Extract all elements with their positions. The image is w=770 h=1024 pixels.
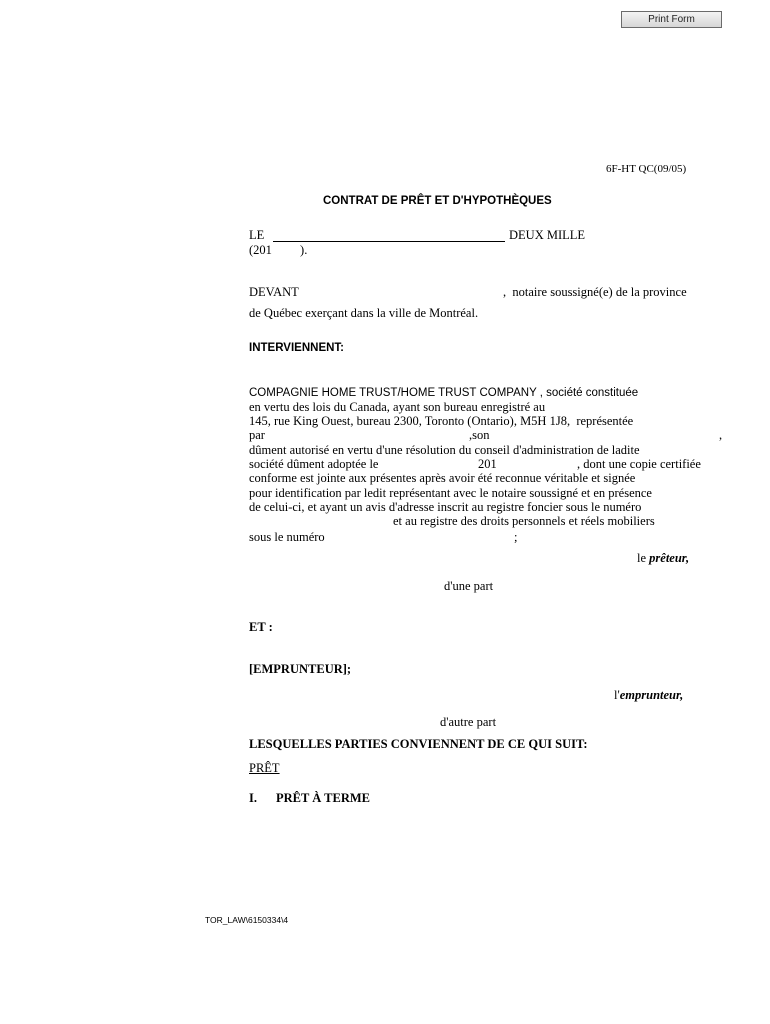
lender-line-4: dûment autorisé en vertu d'une résolution du conseil d'administration de ladite: [249, 443, 640, 457]
lender-line-2: en vertu des lois du Canada, ayant son bureau enregistré au: [249, 400, 546, 414]
son-label: ,son: [469, 428, 490, 442]
borrower-name: [EMPRUNTEUR];: [249, 662, 352, 676]
borrower-role-prefix: l': [614, 688, 620, 702]
section-title: PRÊT À TERME: [276, 791, 371, 805]
dune-part: d'une part: [444, 579, 494, 593]
lender-role: [637, 551, 689, 566]
lender-company-name: COMPAGNIE HOME TRUST/HOME TRUST COMPANY , société constituée: [249, 387, 639, 399]
borrower-role-name: emprunteur,: [619, 688, 684, 702]
lender-line-1: [249, 385, 638, 401]
agreement-heading: LESQUELLES PARTIES CONVIENNENT DE CE QUI SUIT:: [249, 737, 588, 751]
devant-word: DEVANT: [249, 285, 299, 299]
lender-line-5: conforme est jointe aux présentes après avoir été reconnue véritable et signée: [249, 471, 636, 485]
print-form-button[interactable]: Print Form: [621, 11, 722, 28]
section-number: I.: [249, 791, 257, 805]
societe-label: société dûment adoptée le: [249, 457, 379, 471]
devant-city: de Québec exerçant dans la ville de Montréal.: [249, 306, 479, 320]
date-suffix: DEUX MILLE: [509, 228, 586, 242]
date-year: (201 ).: [249, 243, 308, 257]
et-label: ET :: [249, 620, 273, 634]
lender-role-name: prêteur,: [649, 551, 690, 565]
interviennent-heading: INTERVIENNENT:: [249, 342, 344, 354]
form-code: 6F-HT QC(09/05): [606, 163, 687, 175]
lender-line-8: et au registre des droits personnels et réels mobiliers: [393, 514, 655, 528]
numero-label: sous le numéro: [249, 530, 325, 544]
lender-line-7: de celui-ci, et ayant un avis d'adresse inscrit au registre foncier sous le numéro: [249, 500, 642, 514]
dautre-part: d'autre part: [440, 715, 497, 729]
par-comma: ,: [719, 428, 723, 442]
borrower-role: [614, 688, 683, 703]
societe-copy: , dont une copie certifiée: [577, 457, 701, 471]
lender-role-prefix: le: [637, 551, 650, 565]
date-blank: [273, 241, 505, 242]
pret-heading: PRÊT: [249, 761, 280, 775]
lender-line-6: pour identification par ledit représentant avec le notaire soussigné et en présence: [249, 486, 652, 500]
devant-notary: , notaire soussigné(e) de la province: [503, 285, 687, 299]
date-prefix: LE: [249, 228, 265, 242]
par-label: par: [249, 428, 265, 442]
societe-year: 201: [478, 457, 497, 471]
lender-line-3: 145, rue King Ouest, bureau 2300, Toronto (Ontario), M5H 1J8, représentée: [249, 414, 634, 428]
footer-doc-id: TOR_LAW\6150334\4: [205, 915, 289, 925]
document-title: CONTRAT DE PRÊT ET D'HYPOTHÈQUES: [323, 195, 552, 207]
numero-semicolon: ;: [514, 530, 518, 544]
